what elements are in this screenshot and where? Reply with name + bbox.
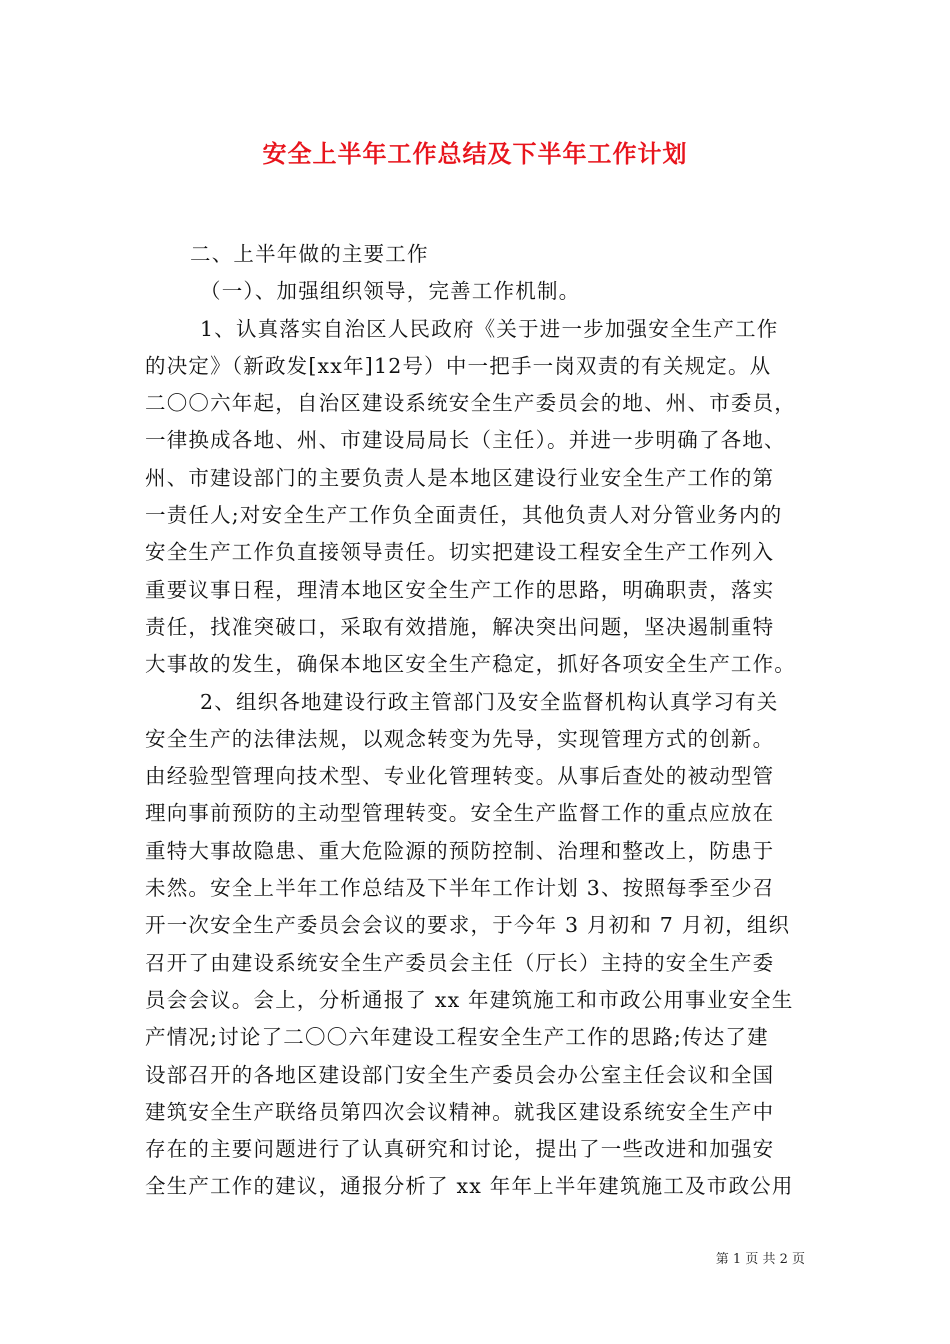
paragraph-line: 州、市建设部门的主要负责人是本地区建设行业安全生产工作的第: [145, 465, 775, 490]
document-body: [145, 236, 825, 1206]
subsection-heading: （一）、加强组织领导，完善工作机制。: [200, 279, 581, 304]
paragraph-line: 开一次安全生产委员会会议的要求，于今年 3 月初和 7 月初，组织: [145, 913, 791, 938]
paragraph-line: 重特大事故隐患、重大危险源的预防控制、治理和整改上，防患于: [145, 838, 775, 863]
section-heading: 二、上半年做的主要工作: [190, 242, 429, 266]
page-number: 第 1 页 共 2 页: [715, 1252, 805, 1267]
paragraph-line: 一律换成各地、州、市建设局局长（主任）。并进一步明确了各地、: [145, 428, 786, 453]
paragraph-line: 责任，找准突破口，采取有效措施，解决突出问题，坚决遏制重特: [145, 614, 775, 639]
paragraph-line: 一责任人;对安全生产工作负全面责任，其他负责人对分管业务内的: [145, 503, 783, 528]
paragraph-line: 安全生产的法律法规，以观念转变为先导，实现管理方式的创新。: [145, 726, 775, 751]
document-title: 安全上半年工作总结及下半年工作计划: [262, 140, 688, 168]
paragraph-line: 重要议事日程，理清本地区安全生产工作的思路，明确职责，落实: [145, 577, 775, 602]
paragraph-line: 二〇〇六年起，自治区建设系统安全生产委员会的地、州、市委员，: [145, 391, 796, 416]
paragraph-line: 安全生产工作负直接领导责任。切实把建设工程安全生产工作列入: [145, 540, 775, 565]
paragraph-line: 理向事前预防的主动型管理转变。安全生产监督工作的重点应放在: [145, 801, 775, 826]
paragraph-line: 建筑安全生产联络员第四次会议精神。就我区建设系统安全生产中: [145, 1099, 775, 1124]
paragraph-line: 员会会议。会上，分析通报了 xx 年建筑施工和市政公用事业安全生: [145, 987, 794, 1012]
paragraph-line: 1、认真落实自治区人民政府《关于进一步加强安全生产工作: [200, 316, 779, 341]
paragraph-line: 设部召开的各地区建设部门安全生产委员会办公室主任会议和全国: [145, 1062, 775, 1087]
paragraph-line: 召开了由建设系统安全生产委员会主任（厅长）主持的安全生产委: [145, 950, 775, 975]
paragraph-line: 2、组织各地建设行政主管部门及安全监督机构认真学习有关: [200, 689, 779, 714]
paragraph-line: 大事故的发生，确保本地区安全生产稳定，抓好各项安全生产工作。: [145, 652, 796, 677]
paragraph-line: 未然。安全上半年工作总结及下半年工作计划 3、按照每季至少召: [145, 876, 775, 901]
paragraph-line: 由经验型管理向技术型、专业化管理转变。从事后查处的被动型管: [145, 764, 775, 789]
paragraph-line: 产情况;讨论了二〇〇六年建设工程安全生产工作的思路;传达了建: [145, 1025, 769, 1050]
paragraph-line: 的决定》（新政发[xx年]12号）中一把手一岗双责的有关规定。从: [145, 353, 772, 378]
paragraph-line: 存在的主要问题进行了认真研究和讨论，提出了一些改进和加强安: [145, 1137, 775, 1162]
paragraph-line: 全生产工作的建议，通报分析了 xx 年年上半年建筑施工及市政公用: [145, 1174, 794, 1199]
